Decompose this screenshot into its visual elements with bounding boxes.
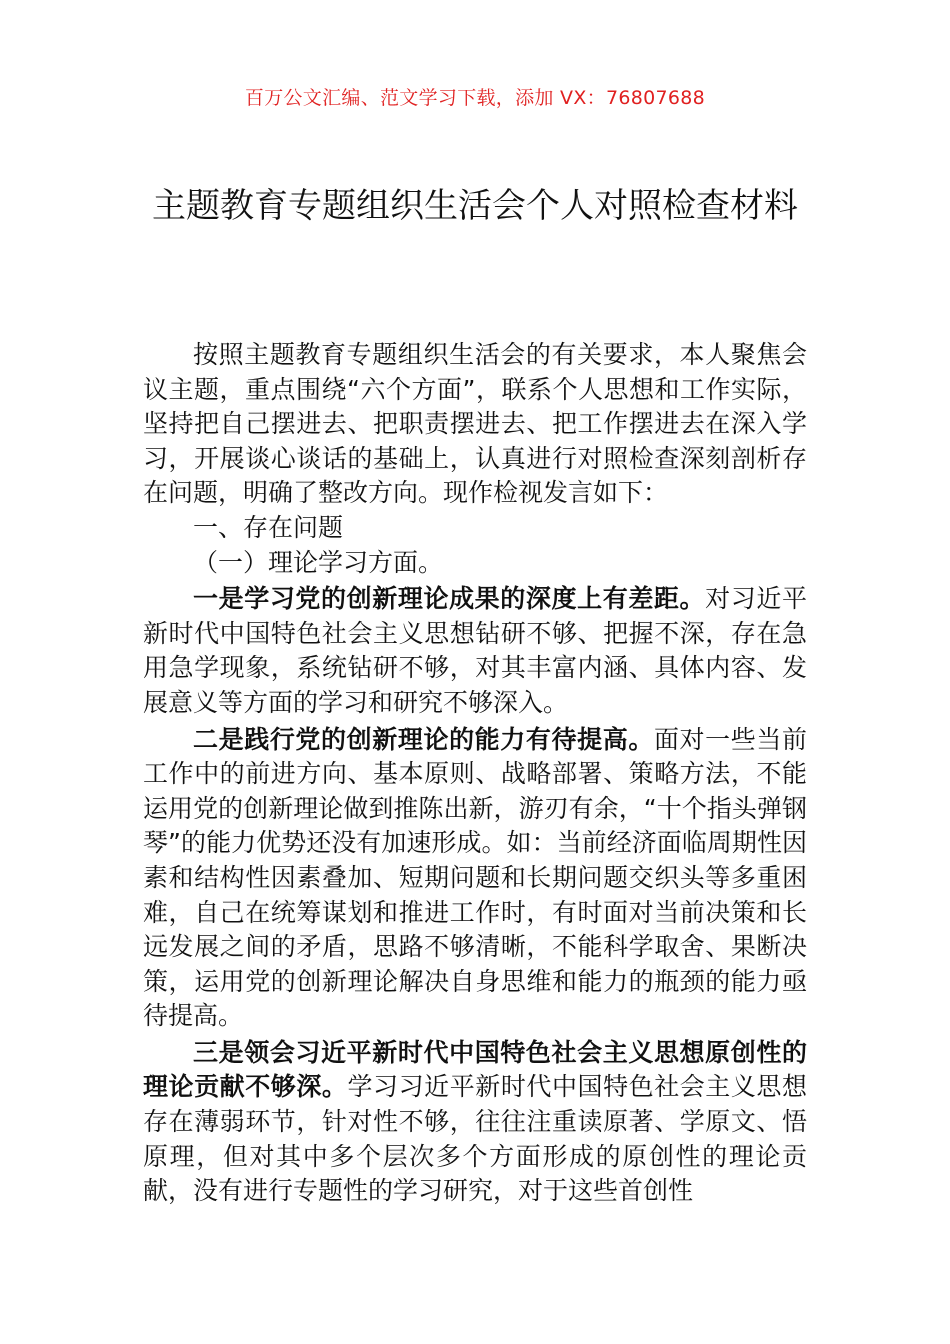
section-heading: 一、存在问题	[193, 512, 344, 542]
issue-text-2: 面对一些当前工作中的前进方向、基本原则、战略部署、策略方法，不能运用党的创新理论做到推陈出新，游刃有余，“十个指头弹钢琴”的能力优势还没有加速形成。如：当前经济面临周期性因素和结构性因素叠加、短期问题和长期问题交织头等多重困难，自己在统筹谋划和推进工作时，有时面对当前决策和长远发展之间的矛盾，思路不够清晰，不能科学取舍、果断决策，运用党的创新理论解决自身思维和能力的瓶颈的能力亟待提高。	[143, 724, 807, 1031]
subsection-heading: （一）理论学习方面。	[193, 547, 444, 577]
issue-paragraph-3	[143, 1036, 807, 1209]
intro-paragraph: 按照主题教育专题组织生活会的有关要求，本人聚焦会议主题，重点围绕“六个方面”，联系个人思想和工作实际，坚持把自己摆进去、把职责摆进去、把工作摆进去在深入学习，开展谈心谈话的基础上，认真进行对照检查深刻剖析存在问题，明确了整改方向。现作检视发言如下：	[143, 340, 807, 508]
document-body	[143, 338, 807, 1209]
document-title: 主题教育专题组织生活会个人对照检查材料	[152, 186, 798, 226]
issue-lead-3: 三是领会习近平新时代中国特色社会主义思想原创性的理论贡献不够深。	[143, 1037, 807, 1102]
issue-paragraph-2	[143, 723, 807, 1034]
download-watermark: 百万公文汇编、范文学习下载，添加 VX：76807688	[244, 87, 706, 109]
issue-paragraph-1	[143, 582, 807, 720]
issue-lead-1: 一是学习党的创新理论成果的深度上有差距。	[193, 584, 706, 614]
issue-text-1: 对习近平新时代中国特色社会主义思想钻研不够、把握不深，存在急用急学现象，系统钻研不够，对其丰富内涵、具体内容、发展意义等方面的学习和研究不够深入。	[143, 584, 807, 717]
issue-lead-2: 二是践行党的创新理论的能力有待提高。	[193, 724, 654, 754]
issue-text-3: 学习习近平新时代中国特色社会主义思想存在薄弱环节，针对性不够，往往注重读原著、学原文、悟原理，但对其中多个层次多个方面形成的原创性的理论贡献，没有进行专题性的学习研究，对于这些首创性	[143, 1072, 807, 1206]
